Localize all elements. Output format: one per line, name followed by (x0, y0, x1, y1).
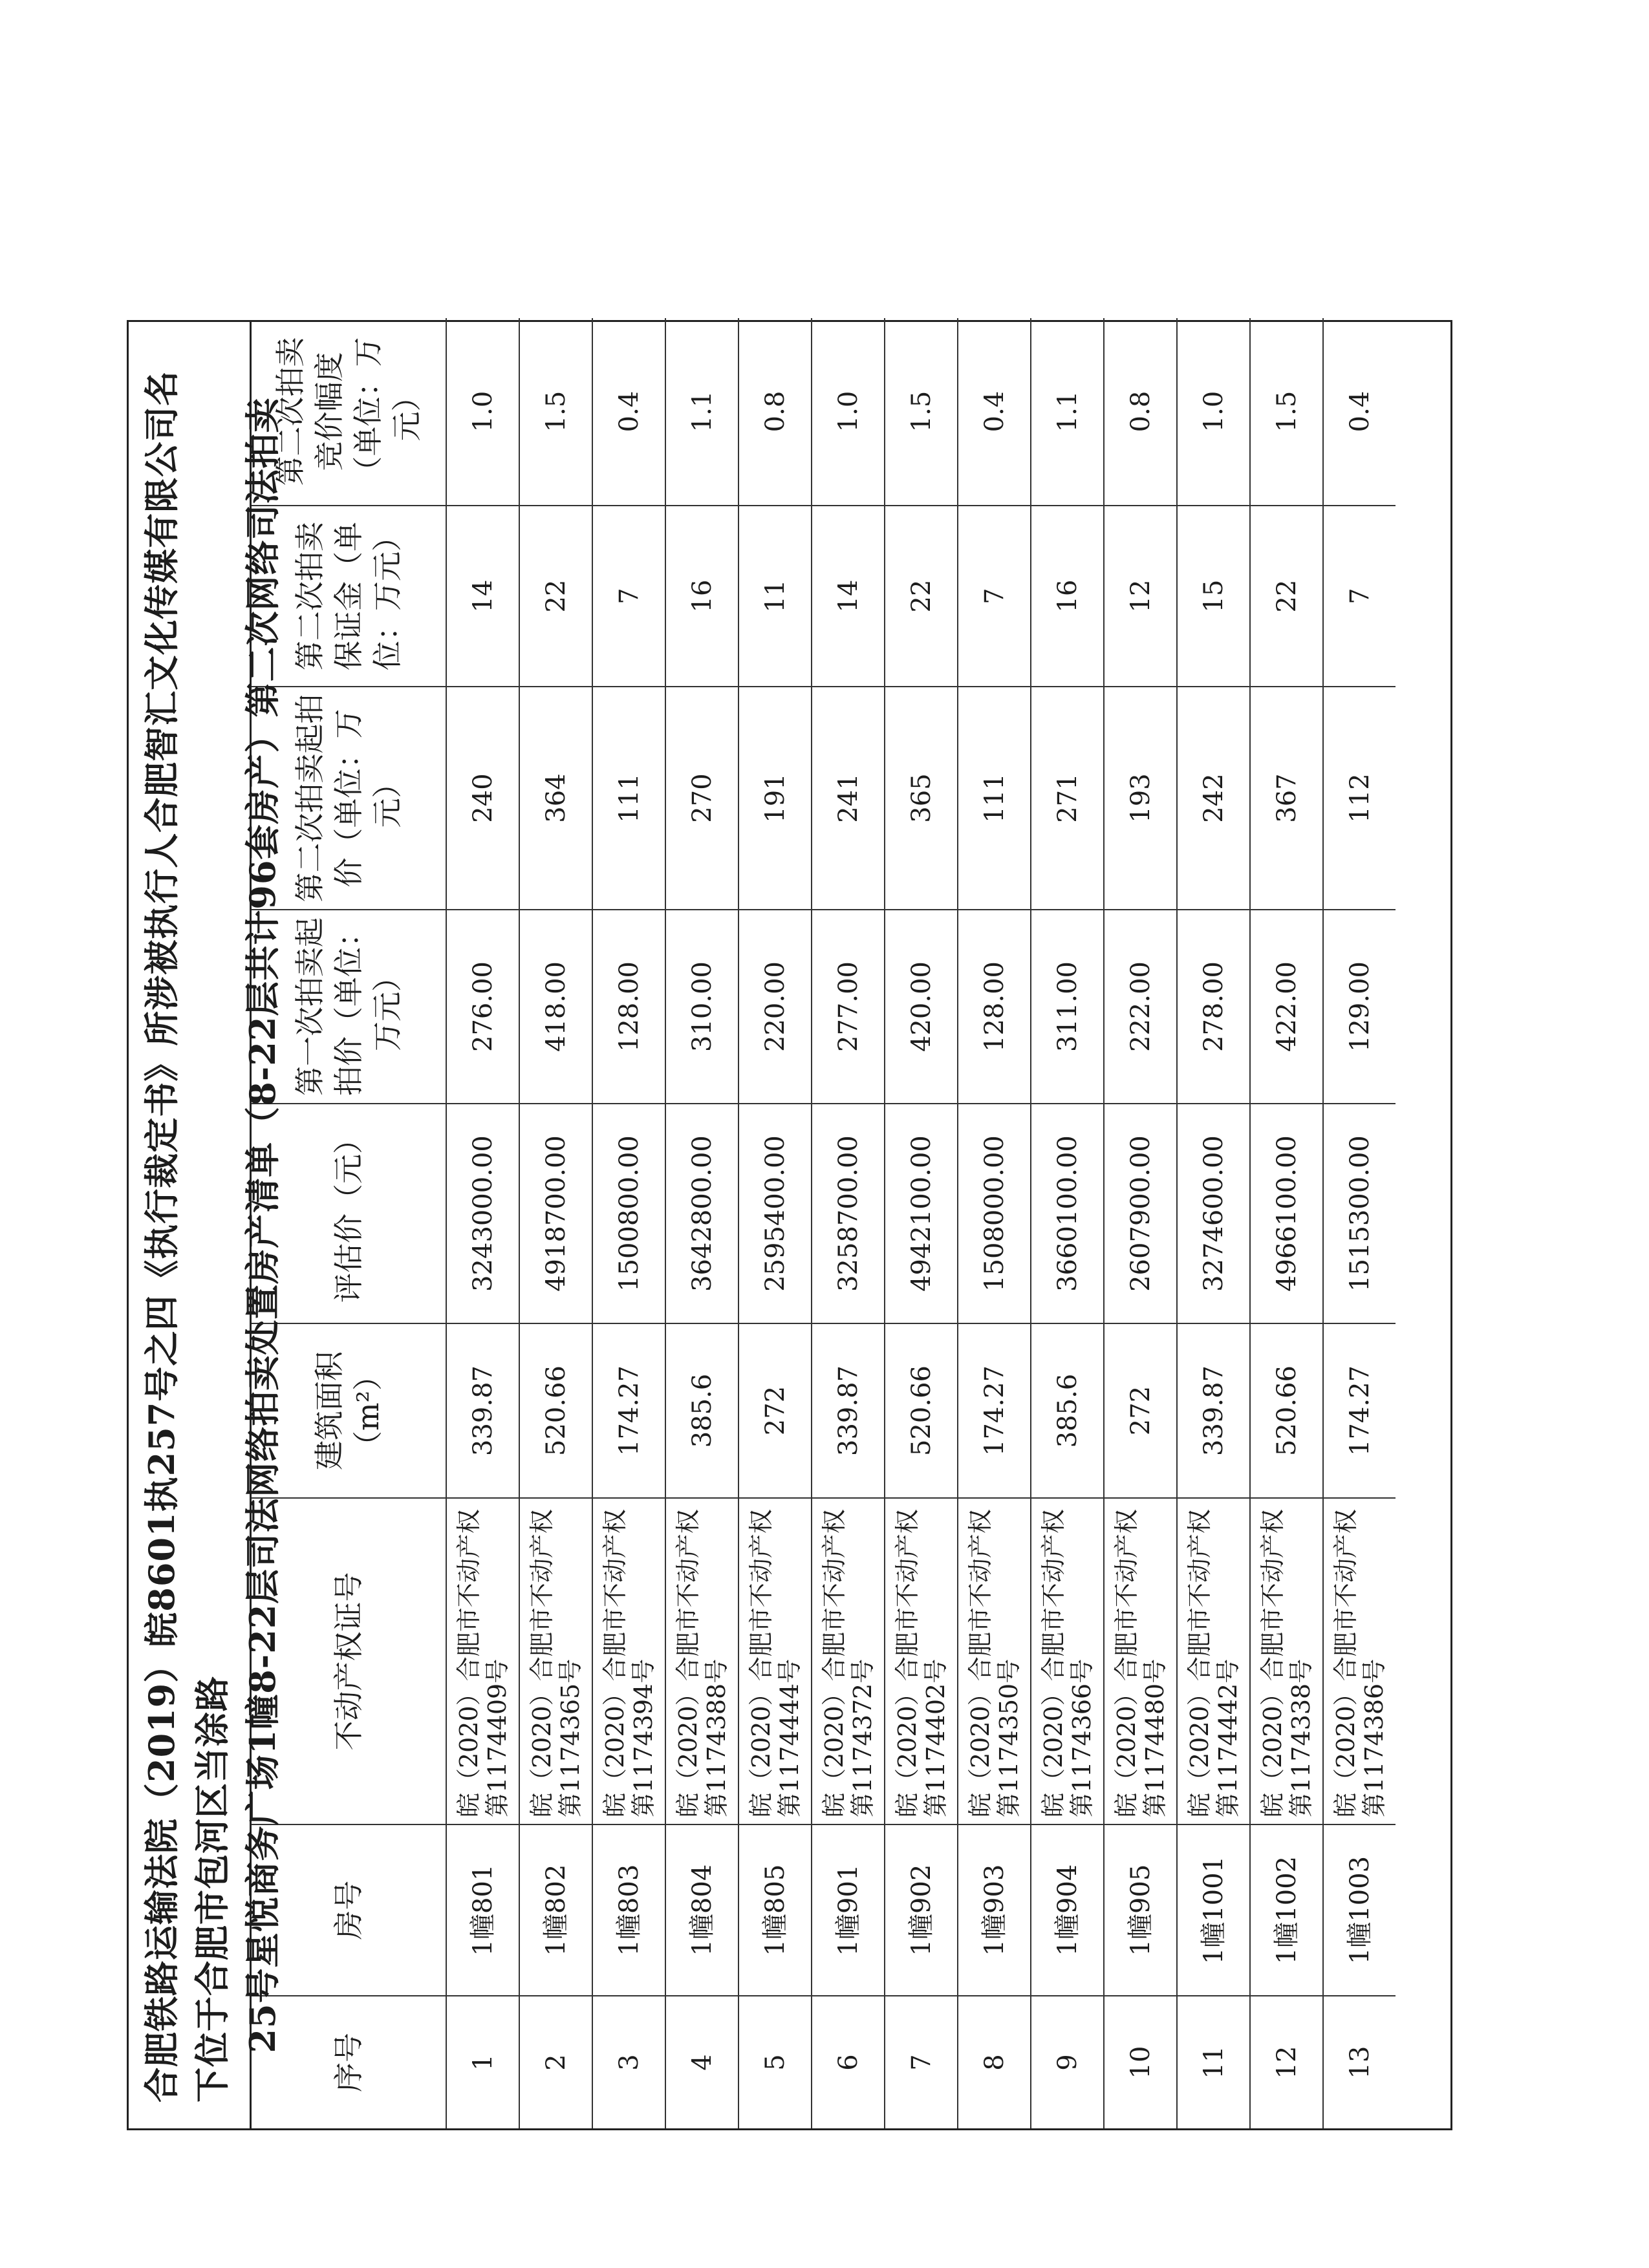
cell-room: 1幢805 (738, 1824, 812, 1996)
cell-seq: 10 (1104, 1996, 1177, 2128)
cell-certificate: 皖（2020）合肥市不动产权第1174372号 (812, 1498, 885, 1824)
cell-room: 1幢804 (665, 1824, 738, 1996)
cell-appraisal: 1515300.00 (1323, 1104, 1396, 1323)
cell-second-start-price: 241 (812, 687, 885, 910)
cell-room: 1幢802 (519, 1824, 592, 1996)
cell-area: 520.66 (1250, 1323, 1323, 1498)
cell-second-deposit: 22 (1250, 506, 1323, 687)
cell-first-start-price: 420.00 (885, 910, 958, 1104)
header-seq: 序号 (252, 1996, 446, 2128)
cell-seq: 1 (446, 1996, 519, 2128)
table-row (812, 318, 885, 2128)
table-row (519, 318, 592, 2128)
cell-second-start-price: 364 (519, 687, 592, 910)
cell-second-start-price: 240 (446, 687, 519, 910)
cell-certificate: 皖（2020）合肥市不动产权第1174350号 (958, 1498, 1031, 1824)
cell-seq: 3 (592, 1996, 665, 2128)
cell-certificate: 皖（2020）合肥市不动产权第1174402号 (885, 1498, 958, 1824)
cell-room: 1幢905 (1104, 1824, 1177, 1996)
cell-seq: 13 (1323, 1996, 1396, 2128)
cell-second-start-price: 242 (1177, 687, 1250, 910)
cell-second-start-price: 193 (1104, 687, 1177, 910)
cell-certificate: 皖（2020）合肥市不动产权第1174480号 (1104, 1498, 1177, 1824)
cell-room: 1幢803 (592, 1824, 665, 1996)
table-row (958, 318, 1031, 2128)
cell-seq: 5 (738, 1996, 812, 2128)
cell-room: 1幢903 (958, 1824, 1031, 1996)
cell-appraisal: 4942100.00 (885, 1104, 958, 1323)
cell-second-start-price: 271 (1031, 687, 1104, 910)
title-line-1: 合肥铁路运输法院（2019）皖8601执257号之四《执行裁定书》所涉被执行人合肥智汇文化传媒有限公司名下位于合肥市包河区当涂路 (141, 370, 233, 2102)
cell-second-deposit: 22 (885, 506, 958, 687)
cell-certificate: 皖（2020）合肥市不动产权第1174388号 (665, 1498, 738, 1824)
auction-property-list-sheet (127, 320, 1452, 2130)
cell-certificate: 皖（2020）合肥市不动产权第1174409号 (446, 1498, 519, 1824)
table-row (1323, 318, 1396, 2128)
cell-second-increment: 1.0 (446, 318, 519, 506)
cell-certificate: 皖（2020）合肥市不动产权第1174338号 (1250, 1498, 1323, 1824)
cell-room: 1幢902 (885, 1824, 958, 1996)
header-area: 建筑面积（m²） (252, 1323, 446, 1498)
cell-first-start-price: 278.00 (1177, 910, 1250, 1104)
cell-second-start-price: 112 (1323, 687, 1396, 910)
cell-second-start-price: 111 (592, 687, 665, 910)
cell-second-deposit: 14 (812, 506, 885, 687)
cell-area: 272 (1104, 1323, 1177, 1498)
cell-second-increment: 0.4 (592, 318, 665, 506)
cell-appraisal: 1508000.00 (958, 1104, 1031, 1323)
table-row (446, 318, 519, 2128)
cell-second-deposit: 11 (738, 506, 812, 687)
cell-seq: 8 (958, 1996, 1031, 2128)
cell-first-start-price: 422.00 (1250, 910, 1323, 1104)
cell-appraisal: 1500800.00 (592, 1104, 665, 1323)
cell-room: 1幢901 (812, 1824, 885, 1996)
cell-second-deposit: 12 (1104, 506, 1177, 687)
cell-certificate: 皖（2020）合肥市不动产权第1174365号 (519, 1498, 592, 1824)
cell-second-increment: 0.8 (1104, 318, 1177, 506)
cell-area: 272 (738, 1323, 812, 1498)
cell-appraisal: 3642800.00 (665, 1104, 738, 1323)
cell-certificate: 皖（2020）合肥市不动产权第1174394号 (592, 1498, 665, 1824)
header-second-deposit: 第二次拍卖保证金（单位：万元） (252, 506, 446, 687)
cell-appraisal: 3274600.00 (1177, 1104, 1250, 1323)
table-body (446, 318, 1396, 2128)
cell-room: 1幢801 (446, 1824, 519, 1996)
cell-appraisal: 3660100.00 (1031, 1104, 1104, 1323)
cell-certificate: 皖（2020）合肥市不动产权第1174366号 (1031, 1498, 1104, 1824)
table-row (1250, 318, 1323, 2128)
cell-second-increment: 1.5 (885, 318, 958, 506)
cell-seq: 11 (1177, 1996, 1250, 2128)
cell-second-deposit: 22 (519, 506, 592, 687)
cell-second-increment: 0.4 (1323, 318, 1396, 506)
cell-area: 339.87 (1177, 1323, 1250, 1498)
table-row (592, 318, 665, 2128)
cell-appraisal: 4966100.00 (1250, 1104, 1323, 1323)
cell-seq: 6 (812, 1996, 885, 2128)
cell-area: 174.27 (1323, 1323, 1396, 1498)
cell-area: 385.6 (665, 1323, 738, 1498)
cell-certificate: 皖（2020）合肥市不动产权第1174386号 (1323, 1498, 1396, 1824)
cell-area: 339.87 (446, 1323, 519, 1498)
table-row (1031, 318, 1104, 2128)
header-appraisal: 评估价（元） (252, 1104, 446, 1323)
cell-area: 520.66 (885, 1323, 958, 1498)
cell-second-start-price: 365 (885, 687, 958, 910)
cell-room: 1幢904 (1031, 1824, 1104, 1996)
cell-second-increment: 1.5 (519, 318, 592, 506)
cell-room: 1幢1003 (1323, 1824, 1396, 1996)
header-first-start-price: 第一次拍卖起拍价（单位：万元） (252, 910, 446, 1104)
header-second-increment: 第二次拍卖竞价幅度（单位：万元） (252, 318, 446, 506)
cell-second-increment: 1.5 (1250, 318, 1323, 506)
cell-second-increment: 1.1 (1031, 318, 1104, 506)
table-row (1104, 318, 1177, 2128)
cell-appraisal: 3258700.00 (812, 1104, 885, 1323)
cell-first-start-price: 418.00 (519, 910, 592, 1104)
table-row (1177, 318, 1250, 2128)
cell-second-start-price: 367 (1250, 687, 1323, 910)
cell-appraisal: 3243000.00 (446, 1104, 519, 1323)
cell-certificate: 皖（2020）合肥市不动产权第1174444号 (738, 1498, 812, 1824)
document-title (129, 322, 283, 2128)
header-certificate: 不动产权证号 (252, 1498, 446, 1824)
cell-second-deposit: 16 (1031, 506, 1104, 687)
cell-appraisal: 2607900.00 (1104, 1104, 1177, 1323)
cell-second-increment: 1.0 (812, 318, 885, 506)
cell-room: 1幢1002 (1250, 1824, 1323, 1996)
cell-first-start-price: 128.00 (592, 910, 665, 1104)
cell-first-start-price: 129.00 (1323, 910, 1396, 1104)
cell-second-increment: 1.1 (665, 318, 738, 506)
cell-first-start-price: 128.00 (958, 910, 1031, 1104)
cell-area: 385.6 (1031, 1323, 1104, 1498)
cell-second-increment: 1.0 (1177, 318, 1250, 506)
cell-second-deposit: 7 (958, 506, 1031, 687)
header-room: 房号 (252, 1824, 446, 1996)
cell-first-start-price: 277.00 (812, 910, 885, 1104)
cell-area: 174.27 (592, 1323, 665, 1498)
cell-first-start-price: 311.00 (1031, 910, 1104, 1104)
cell-seq: 12 (1250, 1996, 1323, 2128)
cell-certificate: 皖（2020）合肥市不动产权第1174442号 (1177, 1498, 1250, 1824)
cell-seq: 4 (665, 1996, 738, 2128)
table-row (738, 318, 812, 2128)
cell-first-start-price: 222.00 (1104, 910, 1177, 1104)
cell-area: 174.27 (958, 1323, 1031, 1498)
cell-second-deposit: 15 (1177, 506, 1250, 687)
cell-appraisal: 4918700.00 (519, 1104, 592, 1323)
cell-second-deposit: 14 (446, 506, 519, 687)
cell-second-increment: 0.4 (958, 318, 1031, 506)
cell-second-deposit: 16 (665, 506, 738, 687)
cell-second-start-price: 270 (665, 687, 738, 910)
cell-second-increment: 0.8 (738, 318, 812, 506)
header-second-start-price: 第二次拍卖起拍价（单位：万元） (252, 687, 446, 910)
cell-first-start-price: 276.00 (446, 910, 519, 1104)
cell-second-start-price: 111 (958, 687, 1031, 910)
property-table (252, 318, 1396, 2128)
cell-second-deposit: 7 (1323, 506, 1396, 687)
cell-first-start-price: 220.00 (738, 910, 812, 1104)
cell-seq: 9 (1031, 1996, 1104, 2128)
cell-area: 520.66 (519, 1323, 592, 1498)
cell-area: 339.87 (812, 1323, 885, 1498)
cell-first-start-price: 310.00 (665, 910, 738, 1104)
cell-second-deposit: 7 (592, 506, 665, 687)
table-row (665, 318, 738, 2128)
cell-seq: 7 (885, 1996, 958, 2128)
cell-appraisal: 2595400.00 (738, 1104, 812, 1323)
cell-seq: 2 (519, 1996, 592, 2128)
cell-room: 1幢1001 (1177, 1824, 1250, 1996)
title-line-2: 25号星悦商务广场1幢8-22层司法网络拍卖处置房产清单（8-22层共计96套房产）第二次网络司法拍卖 (242, 397, 283, 2053)
cell-second-start-price: 191 (738, 687, 812, 910)
table-row (885, 318, 958, 2128)
